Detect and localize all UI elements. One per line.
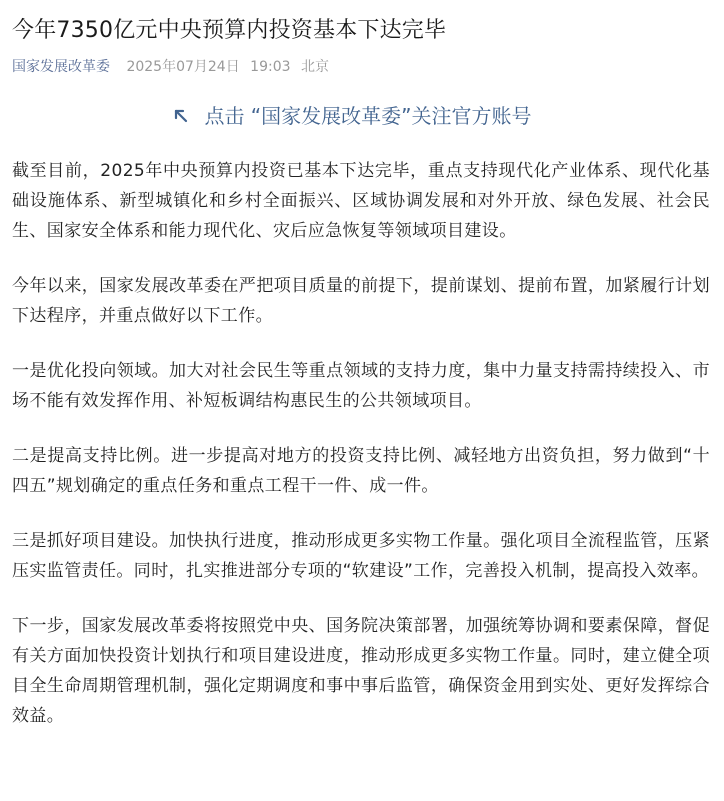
follow-account-banner[interactable] [12, 103, 712, 129]
publish-location: 北京 [300, 59, 329, 75]
publish-date: 2025年07月24日 [126, 59, 240, 75]
article-meta [12, 58, 712, 76]
article-title: 今年7350亿元中央预算内投资基本下达完毕 [12, 18, 447, 43]
arrow-up-left-icon [172, 107, 190, 125]
paragraph: 一是优化投向领域。加大对社会民生等重点领域的支持力度，集中力量支持需持续投入、市场不能有效发挥作用、补短板调结构惠民生的公共领域项目。 [12, 361, 710, 411]
paragraph: 截至目前，2025年中央预算内投资已基本下达完毕，重点支持现代化产业体系、现代化基础设施体系、新型城镇化和乡村全面振兴、区域协调发展和对外开放、绿色发展、社会民生、国家安全体系和能力现代化、灾后应急恢复等领域项目建设。 [12, 161, 710, 241]
publish-time: 19:03 [250, 59, 291, 75]
paragraph: 三是抓好项目建设。加快执行进度，推动形成更多实物工作量。强化项目全流程监管，压紧压实监管责任。同时，扎实推进部分专项的“软建设”工作，完善投入机制，提高投入效率。 [12, 531, 710, 581]
paragraph: 下一步，国家发展改革委将按照党中央、国务院决策部署，加强统筹协调和要素保障，督促有关方面加快投资计划执行和项目建设进度，推动形成更多实物工作量。同时，建立健全项目全生命周期管理机制，强化定期调度和事中事后监管，确保资金用到实处、更好发挥综合效益。 [12, 616, 710, 726]
article-body [12, 156, 712, 731]
follow-prompt-text: 点击 “国家发展改革委”关注官方账号 [204, 104, 532, 128]
account-name-link[interactable]: 国家发展改革委 [12, 59, 110, 75]
paragraph: 二是提高支持比例。进一步提高对地方的投资支持比例、减轻地方出资负担，努力做到“十四五”规划确定的重点任务和重点工程干一件、成一件。 [12, 446, 710, 496]
paragraph: 今年以来，国家发展改革委在严把项目质量的前提下，提前谋划、提前布置，加紧履行计划下达程序，并重点做好以下工作。 [12, 276, 710, 326]
